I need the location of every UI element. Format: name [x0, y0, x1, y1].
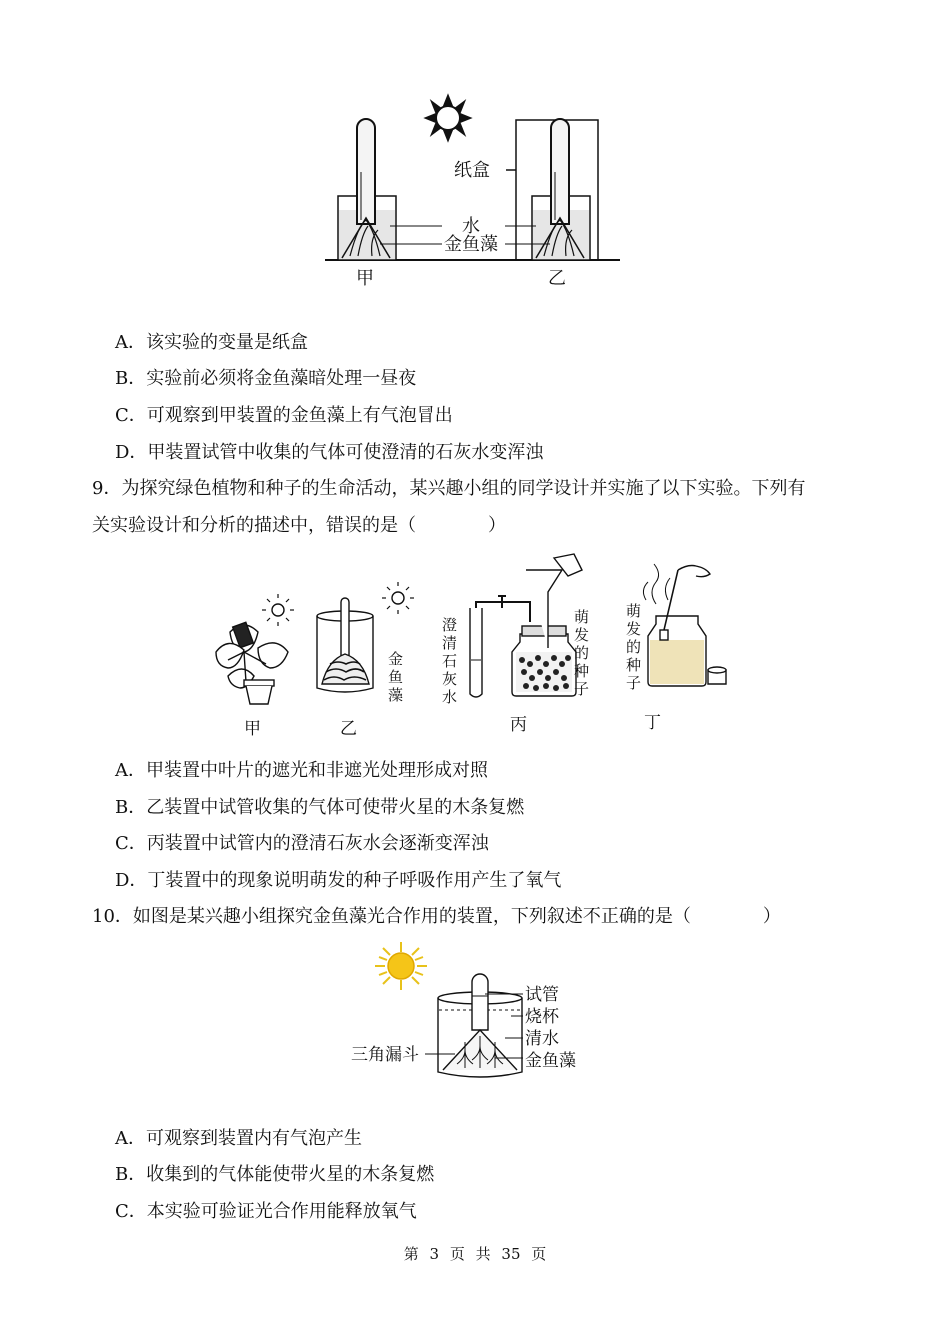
label-limewater-5: 水 — [442, 688, 458, 706]
label-beaker: 烧杯 — [525, 1007, 559, 1027]
sun-icon — [375, 942, 427, 990]
q9-option-d: D．丁装置中的现象说明萌发的种子呼吸作用产生了氧气 — [115, 870, 562, 891]
apparatus-jia — [338, 119, 396, 260]
label-limewater-3: 石 — [442, 652, 458, 670]
label-bing: 丙 — [510, 715, 527, 735]
label-funnel: 三角漏斗 — [351, 1045, 419, 1065]
sun-icon — [426, 96, 470, 140]
q9-option-c: C．丙装置中试管内的澄清石灰水会逐渐变浑浊 — [115, 833, 489, 854]
label-ding: 丁 — [644, 713, 661, 733]
figure-q9 — [208, 552, 728, 742]
q8-option-b: B．实验前必须将金鱼藻暗处理一昼夜 — [115, 368, 417, 389]
footer-gong: 共 — [475, 1245, 491, 1263]
potted-plant-jia — [216, 594, 294, 704]
q10-option-c: C．本实验可验证光合作用能释放氧气 — [115, 1201, 417, 1222]
q9-option-b: B．乙装置中试管收集的气体可使带火星的木条复燃 — [115, 797, 525, 818]
label-yi: 乙 — [548, 268, 566, 289]
label-plant-yi-3: 藻 — [388, 686, 404, 704]
label-jia: 甲 — [244, 719, 261, 739]
figure-q10 — [345, 938, 595, 1088]
label-seeds-ding-5: 子 — [626, 674, 642, 692]
label-plant-yi-2: 鱼 — [388, 668, 404, 686]
label-plant: 金鱼藻 — [444, 234, 498, 255]
label-seeds-bing-3: 的 — [574, 644, 590, 662]
q10-option-a: A．可观察到装置内有气泡产生 — [115, 1128, 362, 1149]
apparatus-yi — [516, 119, 598, 260]
label-yi: 乙 — [340, 719, 357, 739]
q8-option-c: C．可观察到甲装置的金鱼藻上有气泡冒出 — [115, 405, 453, 426]
q8-option-a: A．该实验的变量是纸盒 — [115, 332, 308, 353]
q9-stem-line2: 关实验设计和分析的描述中，错误的是（ ） — [92, 515, 506, 536]
label-seeds-ding-2: 发 — [626, 620, 642, 638]
flask-bing — [470, 554, 582, 697]
label-seeds-bing-4: 种 — [574, 662, 590, 680]
label-box: 纸盒 — [454, 160, 490, 181]
label-seeds-bing-2: 发 — [574, 626, 590, 644]
footer-ye-2: 页 — [531, 1245, 547, 1263]
footer-total-pages: 35 — [501, 1245, 521, 1263]
label-jia: 甲 — [356, 268, 374, 289]
figure-q8 — [320, 92, 630, 292]
label-plant-yi-1: 金 — [388, 650, 404, 668]
label-limewater-4: 灰 — [442, 670, 458, 688]
footer-page-number: 3 — [429, 1245, 440, 1263]
label-seeds-ding-1: 萌 — [626, 602, 642, 620]
q9-stem-line1: 9．为探究绿色植物和种子的生命活动，某兴趣小组的同学设计并实施了以下实验。下列有 — [92, 478, 806, 499]
label-water: 水 — [462, 216, 480, 237]
label-seeds-bing-5: 子 — [574, 680, 590, 698]
label-seeds-bing-1: 萌 — [574, 608, 590, 626]
label-limewater-1: 澄 — [442, 616, 458, 634]
footer-di: 第 — [403, 1245, 419, 1263]
label-water: 清水 — [525, 1029, 559, 1049]
label-seeds-ding-4: 种 — [626, 656, 642, 674]
label-seeds-ding-3: 的 — [626, 638, 642, 656]
label-tube: 试管 — [525, 985, 559, 1005]
q10-stem: 10．如图是某兴趣小组探究金鱼藻光合作用的装置，下列叙述不正确的是（ ） — [92, 906, 781, 927]
label-limewater-2: 清 — [442, 634, 458, 652]
label-plant: 金鱼藻 — [525, 1051, 576, 1071]
q8-option-d: D．甲装置试管中收集的气体可使澄清的石灰水变浑浊 — [115, 442, 544, 463]
jar-ding — [643, 564, 726, 686]
footer-ye: 页 — [449, 1245, 465, 1263]
beaker — [438, 974, 522, 1077]
page-footer — [0, 1243, 950, 1264]
q9-option-a: A．甲装置中叶片的遮光和非遮光处理形成对照 — [115, 760, 488, 781]
q10-option-b: B．收集到的气体能使带火星的木条复燃 — [115, 1164, 435, 1185]
